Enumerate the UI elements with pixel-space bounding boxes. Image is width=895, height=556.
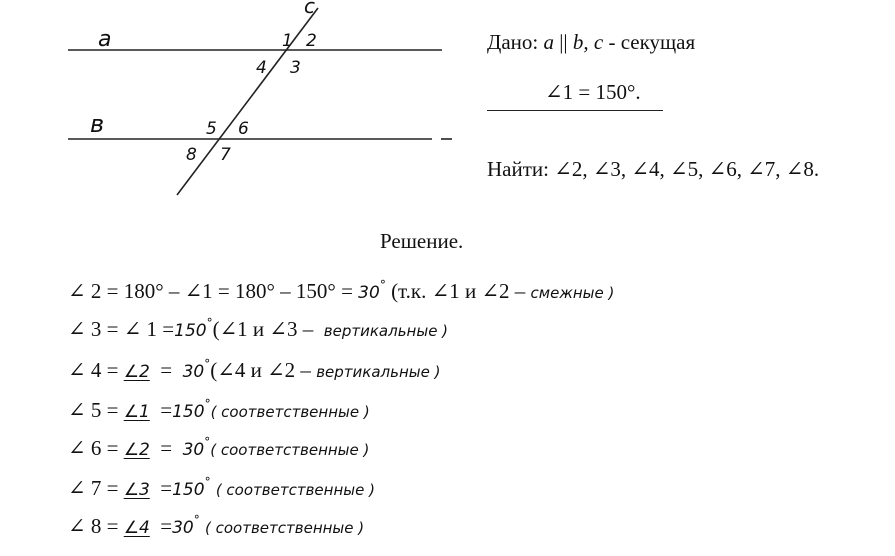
solution-row-angle-8: ∠ 8 = ∠4 = 30° ( соответственные ) <box>68 513 365 538</box>
row-reason-handwritten: смежные ) <box>530 284 615 302</box>
row-value: 30° <box>172 513 200 538</box>
angle-label-5: 5 <box>206 119 217 139</box>
row-expression: ∠ 4 = <box>68 358 119 382</box>
solution-row-angle-6: ∠ 6 = ∠2 = 30° ( соответственные ) <box>68 435 370 460</box>
row-reason-handwritten: ( соответственные ) <box>215 481 375 499</box>
solution-row-angle-4: ∠ 4 = ∠2 = 30° (∠4 и ∠2 – вертикальные ) <box>68 357 441 382</box>
given-line-c: c <box>593 30 604 54</box>
label-transversal-c: c <box>304 0 315 18</box>
parallel-lines-diagram <box>0 0 460 210</box>
angle-label-4: 4 <box>256 58 267 78</box>
row-reason-printed: (т.к. ∠1 и ∠2 – <box>391 279 526 303</box>
row-expression: ∠ 2 = 180° – ∠1 = 180° – 150° = <box>68 279 353 303</box>
given-angle-1: ∠1 = 150°. <box>545 80 641 104</box>
row-value: 30° <box>182 435 211 460</box>
row-reason-handwritten: ( соответственные ) <box>205 519 365 537</box>
label-line-b: в <box>90 110 105 138</box>
given-conditions <box>487 30 695 55</box>
solution-title: Решение. <box>380 229 464 253</box>
angle-label-6: 6 <box>238 119 249 139</box>
given-label: Дано: <box>487 30 539 54</box>
angle-label-3: 3 <box>290 58 301 78</box>
transversal-c <box>177 8 318 195</box>
label-line-a: a <box>98 27 112 52</box>
solution-row-angle-5: ∠ 5 = ∠1 = 150° ( соответственные ) <box>68 397 370 422</box>
row-expression: ∠ 3 = ∠ 1 = <box>68 317 175 341</box>
row-expression: ∠ 5 = <box>68 398 119 422</box>
row-value: 150° <box>172 475 211 500</box>
given-line-a: a <box>543 30 554 54</box>
row-value: 30° <box>182 357 211 382</box>
given-line-b: b, <box>572 30 589 54</box>
row-expression: ∠ 7 = <box>68 476 119 500</box>
row-reason-handwritten: ( соответственные ) <box>210 441 370 459</box>
row-reference-angle: ∠2 <box>123 440 150 460</box>
row-expression: ∠ 8 = <box>68 514 119 538</box>
row-expression: ∠ 6 = <box>68 436 119 460</box>
row-value: 30° <box>358 278 386 303</box>
angle-label-7: 7 <box>220 145 231 165</box>
angle-label-1: 1 <box>282 31 293 51</box>
row-reason-handwritten: ( соответственные ) <box>210 403 370 421</box>
row-reason-printed: (∠4 и ∠2 – <box>210 358 311 382</box>
solution-row-angle-7: ∠ 7 = ∠3 = 150° ( соответственные ) <box>68 475 375 500</box>
given-parallel-sign: || <box>559 30 568 54</box>
given-divider <box>487 110 663 111</box>
row-value: 150° <box>174 316 213 341</box>
row-reason-handwritten: вертикальные ) <box>316 363 441 381</box>
row-reference-angle: ∠1 <box>123 402 150 422</box>
row-reference-angle: ∠3 <box>123 480 150 500</box>
angle-label-8: 8 <box>186 145 197 165</box>
row-reason-printed: (∠1 и ∠3 – <box>212 317 314 341</box>
angle-label-2: 2 <box>306 31 317 51</box>
solution-row-angle-3 <box>68 316 448 350</box>
row-value: 150° <box>172 397 211 422</box>
row-reason-handwritten: вертикальные ) <box>323 322 449 340</box>
solution-row-angle-2 <box>68 278 614 312</box>
given-secant: - секущая <box>608 30 696 54</box>
row-reference-angle: ∠2 <box>123 362 150 382</box>
find-statement: Найти: ∠2, ∠3, ∠4, ∠5, ∠6, ∠7, ∠8. <box>487 157 820 181</box>
row-reference-angle: ∠4 <box>123 518 150 538</box>
